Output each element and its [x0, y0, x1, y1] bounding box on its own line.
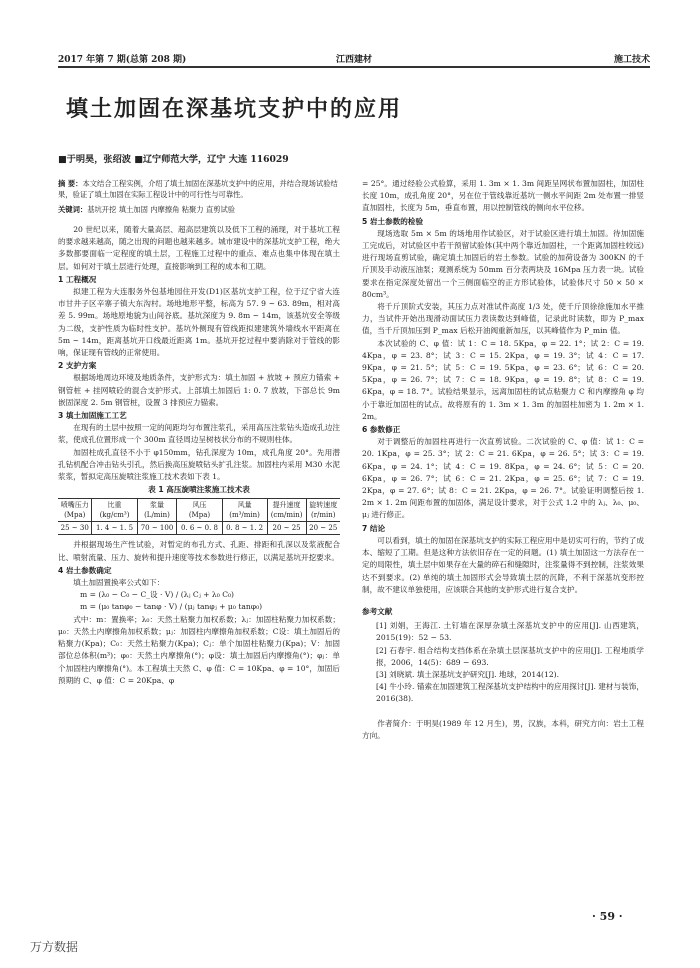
- reference-item: [1] 刘娟，王海江. 土钉墙在深厚杂填土深基坑支护中的应用[J]. 山西建筑，2015(19)：52 − 53.: [376, 621, 644, 643]
- table-header-row: [58, 499, 340, 522]
- section-heading: 3 填土加固施工工艺: [58, 411, 127, 421]
- equation-2: m = (μ₀ tanφ₀ − tanφ · V) / (μⱼ tanφⱼ + μ₀ tanφ₀): [80, 602, 263, 612]
- section-heading: 5 岩土参数的检验: [362, 216, 424, 226]
- paragraph: 可以看到，填土的加固在深基坑支护的实际工程应用中是切实可行的，节约了成本、缩短了工期。但是这种方法依旧存在一定的问题。(1) 填土加固这一方法存在一定的局限性，填土层中如果存在大量的碎石和缝隙时，注浆量得不到控制，注浆效果达不到要求。(2) 单纯的填土加固形式会导致填土层的沉降，不利于深基坑变形控制，故不建议单独使用，应该联合其他的支护形式进行复合支护。: [362, 535, 644, 594]
- author-bio: 作者简介：于明昊(1989 年 12 月生)，男，汉族，本科，研究方向：岩土工程方向。: [362, 718, 644, 740]
- running-header: [58, 52, 650, 66]
- abstract-text: 本文结合工程实例，介绍了填土加固在深基坑支护中的应用，并结合现场试验结果，验证了填土加固在实际工程设计中的可行性与可靠性。: [58, 179, 338, 199]
- table-cell: 0. 8 ~ 1. 2: [222, 522, 267, 535]
- equation-1: m = (λ₀ − C₀ − C_设 · V) / (λⱼ Cⱼ + λ₀ C₀): [80, 590, 235, 600]
- paragraph: 加固柱成孔直径不小于 φ150mm，钻孔深度为 10m，成孔角度 20°。先用潜孔钻机配合冲击钻头引孔，然后换高压旋喷钻头扩孔注浆。加固柱内采用 M30 水泥浆浆，暂拟定高压旋喷注浆施工技术表如下表 1。: [58, 447, 340, 482]
- table-header-cell: 喷嘴压力 (Mpa): [58, 499, 92, 522]
- article-title: 填土加固在深基坑支护中的应用: [66, 97, 403, 122]
- left-column: [58, 224, 340, 687]
- paragraph: 对于调整后的加固柱再进行一次直剪试验。二次试验的 C、φ 值：试 1：C = 20. 1Kpa，φ = 25. 3°；试 2：C = 21. 6Kpa，φ = 26. 5°；试 3：C = 19. 6Kpa，φ = 24. 1°；试 4：C = 19. 8Kpa，φ = 24. 6°；试 5：C = 20. 6Kpa，φ = 26. 7°；试 6：C = 21. 2Kpa，φ = 25. 6°；试 7：C = 19. 2Kpa，φ = 27. 6°；试 8：C = 21. 2Kpa，φ = 26. 7°。试验证明调整后按 1. 2m × 1. 2m 间距布置的加固体，满足设计要求，对于公式 1.2 中的 λⱼ、λ₀、μ₀、μⱼ 进行修正。: [362, 437, 644, 520]
- header-rule: [58, 66, 650, 68]
- paragraph: 式中：m：置换率；λ₀：天然土粘聚力加权系数；λⱼ：加固柱粘聚力加权系数；μ₀：天然土内摩擦角加权系数；μⱼ：加固柱内摩擦角加权系数；C设：填土加固后的粘聚力(Kpa)；C₀：天然土粘聚力(Kpa)；Cⱼ：单个加固柱粘聚力(Kpa)；V：加固部位总体积(m³)；φ₀：天然土内摩擦角(°)；φ设：填土加固后内摩擦角(°)；φⱼ：单个加固柱内摩擦角(°)。本工程填土天然 C、φ 值：C = 10Kpa、φ = 10°，加固后预期的 C、φ 值：C = 20Kpa、φ: [58, 614, 340, 685]
- section-heading: 1 工程概况: [58, 274, 97, 284]
- journal-name: 江西建材: [336, 55, 373, 65]
- paragraph: 拟建工程为大连服务外包基地园住开发(D1)区基坑支护工程，位于辽宁省大连市甘井子区辛寨子镇大东沟村。场地地形平整，标高为 57. 9 ~ 63. 89m，相对高差 5. 99m。场地原地貌为山间谷底。基坑深度为 9. 8m ~ 14m，该基坑安全等级为二级，支护性质为临时性支护。基坑外侧现有管线距拟建建筑外墙线水平距离在 5m ~ 14m，距离基坑开口线最近距离 1m。基坑开挖过程中要消除对于管线的影响，保证现有管线的正常使用。: [58, 287, 340, 358]
- table-header-cell: 比重 (kg/cm³): [92, 499, 137, 522]
- author-line: ■于明昊，张绍波 ■辽宁师范大学，辽宁 大连 116029: [58, 154, 289, 165]
- paragraph: 并根据现场生产性试验，对暂定的布孔方式、孔距、排距和孔深以及浆液配合比、喷射流量、压力、旋转和提升速度等技术参数进行修正，以满足基坑开挖要求。: [58, 540, 340, 562]
- paragraph: 现场选取 5m × 5m 的场地用作试验区，对于试验区进行填土加固。待加固施工完成后，对试验区中若干预留试验体(其中两个靠近加固柱，一个距离加固柱较远)进行现场直剪试验，确定填土加固后的岩土参数。试验的加荷设备为 300KN 的千斤顶及手动液压油泵；观测系统为 50mm 百分表两块及 16Mpa 压力表一块。试验要求在指定深度处留出一个三侧面临空的正方形试验体，试验体尺寸 50 × 50 × 80cm³。: [362, 228, 644, 299]
- table-header-cell: 旋转速度 (r/min): [306, 499, 340, 522]
- section-heading: 4 岩土参数确定: [58, 565, 112, 575]
- reference-item: [4] 牛小玲. 锚索在加固建筑工程深基坑支护结构中的应用探讨[J]. 建材与装饰，2016(38).: [376, 682, 644, 704]
- reference-item: [3] 刘晓斌. 填土深基坑支护研究[J]. 地球，2014(12).: [376, 669, 560, 679]
- reference-item: [2] 石春宇. 组合结构支挡体系在杂填土层深基坑支护中的应用[J]. 工程地质学报，2006，14(5)：689 − 693.: [376, 645, 644, 667]
- table-cell: 0. 6 ~ 0. 8: [177, 522, 222, 535]
- grouting-parameter-table: [58, 498, 340, 535]
- abstract: [58, 178, 340, 200]
- section-heading: 2 支护方案: [58, 361, 97, 371]
- column-name: 施工技术: [613, 55, 650, 65]
- table-cell: 20 ~ 25: [267, 522, 306, 535]
- paragraph: 在现有的土层中按照一定的间距均匀布置注浆孔，采用高压注浆钻头造成孔边注浆，使成孔位置形成一个 300m 直径周边呈树枝状分布的不规则柱体。: [58, 423, 340, 445]
- intro-paragraph: 20 世纪以来，随着大量高层、超高层建筑以及低下工程的涌现，对于基坑工程的要求越来越高，随之出现的问题也越来越多。城市建设中的深基坑支护工程，绝大多数都要面临一定程度的填土层，工程施工过程中的重点、难点也集中体现在填土层。如何对于填土层进行处理，直接影响到工程的成本和工期。: [58, 225, 340, 271]
- watermark: 万方数据: [30, 940, 79, 954]
- paragraph: 根据场地周边环境及地质条件，支护形式为：填土加固 + 放坡 + 预应力锚索 + 钢管桩 + 挂网喷砼的混合支护形式。上部填土加固后 1: 0. 7 放坡，下部总长 9m 嵌固深度 2. 5m 钢管桩，设置 3 排预应力锚索。: [58, 373, 340, 407]
- keywords-label: 关键词：: [58, 205, 88, 214]
- table-header-cell: 风量 (m³/min): [222, 499, 267, 522]
- section-heading: 6 参数修正: [362, 425, 401, 435]
- section-heading: 7 结论: [362, 523, 386, 533]
- paragraph: 本次试验的 C、φ 值：试 1：C = 18. 5Kpa，φ = 22. 1°；试 2：C = 19. 4Kpa，φ = 23. 8°；试 3：C = 15. 2Kpa，φ = 19. 3°；试 4：C = 17. 9Kpa，φ = 21. 5°；试 5：C = 19. 5Kpa，φ = 23. 6°；试 6：C = 20. 5Kpa，φ = 26. 7°；试 7：C = 18. 9Kpa，φ = 19. 8°；试 8：C = 19. 6Kpa，φ = 18. 7°。试验结果显示，远离加固柱的试点粘聚力 C 和内摩擦角 φ 均小于靠近加固柱的试点。故将原有的 1. 3m × 1. 3m 的加固柱加密为 1. 2m × 1. 2m。: [362, 338, 644, 421]
- paragraph: 将千斤顶阶式安装，其压力点对准试件高度 1/3 处，使千斤顶徐徐施加水平推力，当试件开始出现滑动面试压力表读数达到峰值，记录此时读数，即为 P_max 值，当千斤顶加压到 P_max 后松开油阀重新加压，以其峰值作为 P_min 值。: [362, 302, 644, 336]
- table-header-cell: 提升速度 (cm/min): [267, 499, 306, 522]
- keywords-text: 基坑开挖 填土加固 内摩擦角 粘聚力 直剪试验: [87, 205, 236, 214]
- right-column: [362, 178, 644, 742]
- page-number: · 59 ·: [592, 910, 623, 923]
- references-heading: 参考文献: [362, 606, 393, 616]
- table-header-cell: 风压 (Mpa): [177, 499, 222, 522]
- table-cell: 70 ~ 100: [137, 522, 177, 535]
- table-cell: 20 ~ 25: [306, 522, 340, 535]
- paragraph: = 25°。通过经验公式验算，采用 1. 3m × 1. 3m 间距呈网状布置加固柱，加固柱长度 10m，成孔角度 20°，另在位于管线靠近基坑一侧水平间距 2m 处布置一排竖直加固柱，长度为 5m，垂直布置，用以控制管线的侧向水平位移。: [362, 179, 644, 213]
- issue-info: 2017 年第 7 期(总第 208 期): [58, 55, 187, 65]
- keywords: [58, 204, 340, 215]
- table-cell: 1. 4 ~ 1. 5: [92, 522, 137, 535]
- table-row: [58, 522, 340, 535]
- paragraph: 填土加固置换率公式如下：: [73, 578, 165, 588]
- table-header-cell: 浆量 (L/min): [137, 499, 177, 522]
- table-cell: 25 ~ 30: [58, 522, 92, 535]
- abstract-label: 摘 要：: [58, 179, 83, 188]
- table-caption: 表 1 高压旋喷注浆施工技术表: [148, 485, 250, 495]
